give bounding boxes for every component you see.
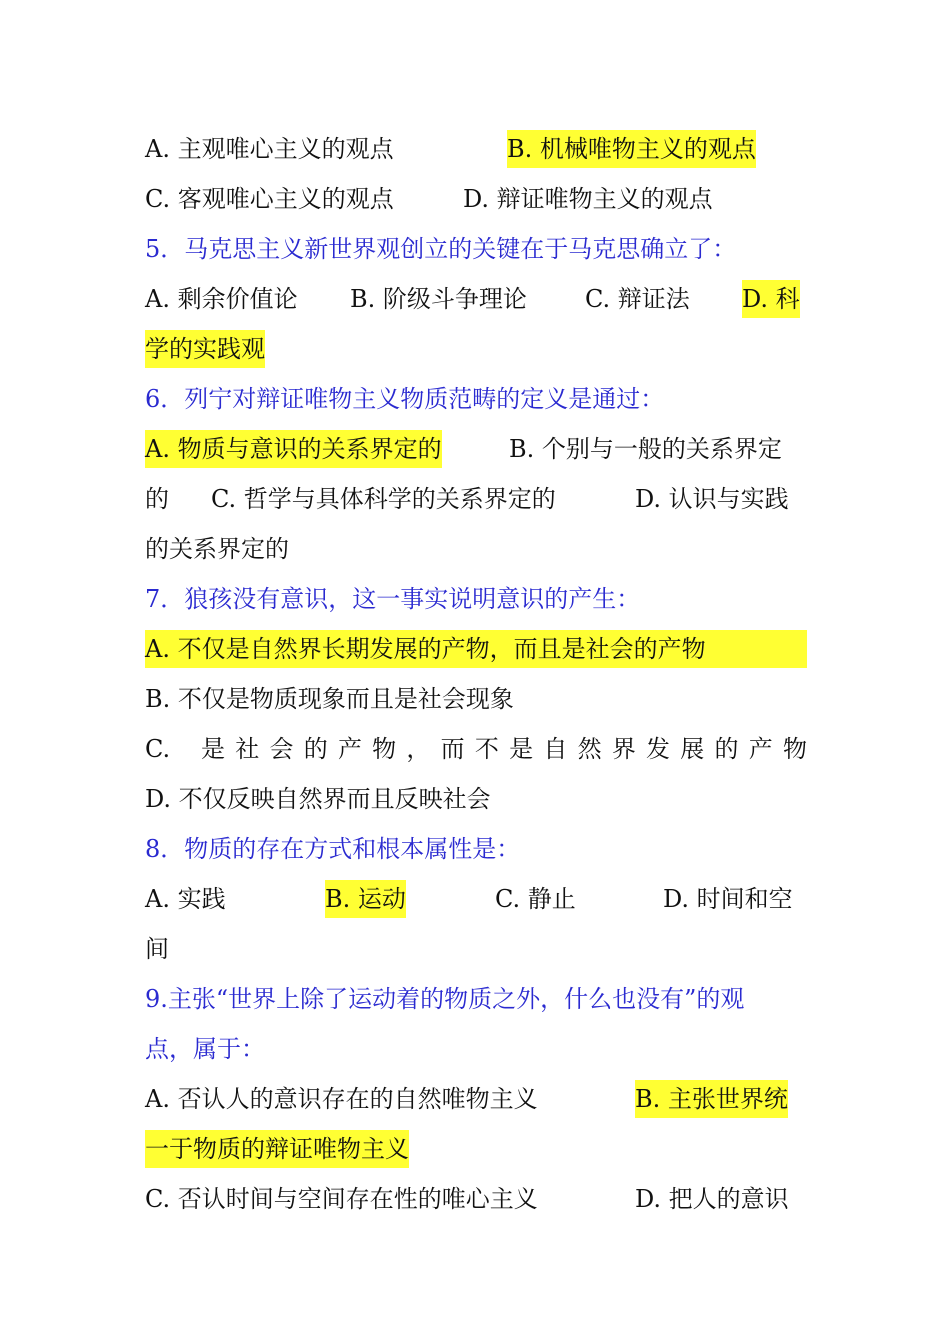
- q7-option-c-char: 展: [680, 735, 705, 763]
- q6-options-row-3: [145, 530, 807, 568]
- q9-options-row-1: [145, 1080, 807, 1118]
- q7-option-c-char: 是: [201, 735, 225, 763]
- q5-option-c: C. 辩证法: [585, 285, 690, 313]
- q8-option-c: C. 静止: [495, 885, 576, 913]
- q8-option-a: A. 实践: [145, 885, 226, 913]
- q7-option-c-char: 产: [748, 735, 773, 763]
- q5-question: 5．马克思主义新世界观创立的关键在于马克思确立了：: [145, 235, 737, 263]
- q6-option-d: D. 认识与实践: [635, 485, 789, 513]
- q9-option-b-correct: B. 主张世界统: [635, 1080, 788, 1118]
- q9-option-b-correct-cont: 一于物质的辩证唯物主义: [145, 1130, 409, 1168]
- q9-question-cont: 点，属于：: [145, 1035, 265, 1063]
- q7-option-c-char: 是: [509, 735, 534, 763]
- q7-option-c-char: 物: [782, 735, 807, 763]
- q7-option-c-char: ，: [406, 735, 431, 763]
- q7-option-c-char: 然: [577, 735, 602, 763]
- q7-option-c-char: 自: [543, 735, 568, 763]
- q4-option-d: D. 辩证唯物主义的观点: [463, 185, 713, 213]
- q5-option-d-correct: D. 科: [742, 280, 800, 318]
- q7-option-c-char: 社: [235, 735, 260, 763]
- q6-question: 6．列宁对辩证唯物主义物质范畴的定义是通过：: [145, 385, 665, 413]
- q5-option-d-correct-cont: 学的实践观: [145, 330, 265, 368]
- q7-question: 7．狼孩没有意识，这一事实说明意识的产生：: [145, 585, 641, 613]
- q9-question: 9.主张“世界上除了运动着的物质之外，什么也没有”的观: [145, 985, 745, 1013]
- q5-option-a: A. 剩余价值论: [145, 285, 298, 313]
- q8-question: 8．物质的存在方式和根本属性是：: [145, 835, 521, 863]
- q6-options-row-2: [145, 480, 807, 518]
- q5-options-row-cont: [145, 330, 807, 368]
- q8-options-row: [145, 880, 807, 918]
- q7-option-c-char: 会: [269, 735, 294, 763]
- q8-options-row-cont: [145, 930, 807, 968]
- q7-option-d: D. 不仅反映自然界而且反映社会: [145, 785, 491, 813]
- q9-options-row-2: [145, 1130, 807, 1168]
- q7-option-c-char: 的: [714, 735, 739, 763]
- q8-option-d-cont: 间: [145, 935, 169, 963]
- q6-option-b: B. 个别与一般的关系界定: [509, 435, 782, 463]
- q6-option-a-correct: A. 物质与意识的关系界定的: [145, 430, 442, 468]
- q5-option-b: B. 阶级斗争理论: [350, 285, 527, 313]
- q7-option-c-label: C.: [145, 735, 171, 763]
- q7-option-c-char: 的: [303, 735, 328, 763]
- q6-option-c: C. 哲学与具体科学的关系界定的: [211, 485, 556, 513]
- q4-option-a: A. 主观唯心主义的观点: [145, 135, 394, 163]
- q4-options-row-2: [145, 180, 807, 218]
- q7-option-c-char: 界: [611, 735, 636, 763]
- q7-option-c-char: 不: [474, 735, 499, 763]
- q7-option-a-correct: A. 不仅是自然界长期发展的产物，而且是社会的产物: [145, 630, 807, 668]
- q7-option-c-char: 物: [372, 735, 397, 763]
- q7-option-c-text: [201, 730, 807, 768]
- q4-option-c: C. 客观唯心主义的观点: [145, 185, 394, 213]
- q9-option-d: D. 把人的意识: [635, 1185, 789, 1213]
- q4-options-row-1: [145, 130, 807, 168]
- q8-option-b-correct: B. 运动: [325, 880, 406, 918]
- q7-option-b: B. 不仅是物质现象而且是社会现象: [145, 685, 514, 713]
- q7-option-c-char: 而: [440, 735, 465, 763]
- q6-options-row-1: [145, 430, 807, 468]
- q5-options-row: [145, 280, 807, 318]
- q7-option-c-char: 产: [337, 735, 362, 763]
- q7-option-c-char: 发: [646, 735, 671, 763]
- q9-option-c: C. 否认时间与空间存在性的唯心主义: [145, 1185, 538, 1213]
- q7-option-c: [145, 730, 807, 768]
- q9-options-row-3: [145, 1180, 807, 1218]
- q8-option-d: D. 时间和空: [663, 885, 793, 913]
- q9-option-a: A. 否认人的意识存在的自然唯物主义: [145, 1085, 538, 1113]
- q6-option-b-cont: 的: [145, 485, 169, 513]
- q4-option-b-correct: B. 机械唯物主义的观点: [507, 130, 756, 168]
- q6-option-d-cont: 的关系界定的: [145, 535, 289, 563]
